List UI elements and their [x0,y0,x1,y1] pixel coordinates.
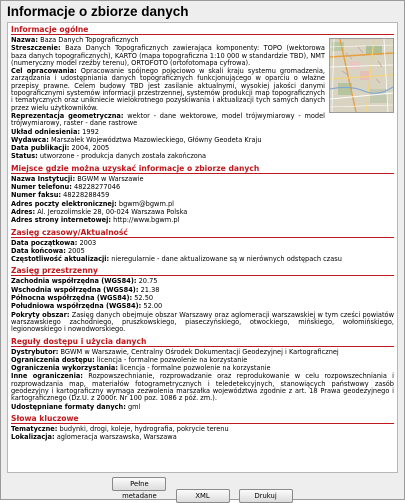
value-adres: Al. Jerozolimskie 28, 00-024 Warszawa Polska [37,207,188,216]
row-formaty [11,404,394,411]
value-data-poczatkowa: 2003 [79,238,97,247]
label-wschodnia: Wschodnia współrzędna (WGS84): [11,285,139,294]
value-ograniczenia-wykorzystania: licencja - formalne pozwolenie na korzystanie [120,364,271,373]
label-formaty: Udostępniane formaty danych: [11,402,126,411]
row-lokalizacja [11,434,394,441]
section-divider [11,423,394,424]
section-divider [11,275,394,276]
value-poludniowa: 52.00 [143,302,163,311]
row-poludniowa [11,303,394,310]
label-pokryty-obszar: Pokryty obszar: [11,310,70,319]
value-email[interactable]: bgwm@bgwm.pl [118,199,174,208]
label-instytucja: Nazwa Instytucji: [11,174,76,183]
value-www[interactable]: http://www.bgwm.pl [113,216,180,225]
row-adres [11,209,394,216]
row-email [11,201,394,208]
section-heading-time: Zasięg czasowy/Aktualność [11,227,128,237]
row-wydawca [11,137,394,144]
row-data-poczatkowa [11,240,394,247]
section-heading-space: Zasięg przestrzenny [11,266,98,276]
row-wschodnia [11,287,394,294]
label-tematyczne: Tematyczne: [11,424,58,433]
value-formaty: gml [127,402,141,411]
row-polnocna [11,295,394,302]
value-wydawca: Marszałek Województwa Mazowieckiego, Główny Geodeta Kraju [50,135,262,144]
label-lokalizacja: Lokalizacja: [11,433,55,442]
value-tematyczne: budynki, drogi, koleje, hydrografia, pokrycie terenu [59,424,229,433]
label-poludniowa: Południowa współrzędna (WGS84): [11,302,142,311]
label-reprezentacja: Reprezentacja geometryczna: [11,111,124,120]
section-heading-access: Reguły dostępu i użycia danych [11,336,147,346]
row-data-publikacji [11,145,394,152]
section-divider [11,173,394,174]
value-uklad: 1992 [82,127,99,136]
label-telefon: Numer telefonu: [11,183,72,192]
section-divider [11,34,394,35]
map-thumbnail [329,38,394,113]
print-button[interactable]: Drukuj [239,489,293,503]
value-status: utworzone - produkcja danych została zakończona [39,152,207,161]
row-telefon [11,184,394,191]
value-data-koncowa: 2005 [67,246,85,255]
value-reprezentacja: wektor - dane wektorowe, model trójwymiarowy - model trójwymiarowy, raster - dane rastrowe [11,111,325,128]
value-ograniczenia-dostepu: licencja - formalne pozwolenie na korzystanie [96,355,248,364]
label-data-koncowa: Data końcowa: [11,246,66,255]
row-www [11,217,394,224]
label-www: Adres strony internetowej: [11,216,112,225]
label-nazwa: Nazwa: [11,36,38,44]
value-faks: 48228288459 [63,191,110,200]
section-divider [11,237,394,238]
xml-button[interactable]: XML [176,489,230,503]
row-ograniczenia-dostepu [11,357,394,364]
label-data-publikacji: Data publikacji: [11,144,70,153]
label-email: Adres poczty elektronicznej: [11,199,117,208]
section-heading-keywords: Słowa kluczowe [11,413,79,423]
row-uklad [11,129,394,136]
value-instytucja: BGWM w Warszawie [77,174,144,183]
section-heading-contact: Miejsce gdzie można uzyskać informacje o zbiorze danych [11,163,260,173]
label-inne-ograniczenia: Inne ograniczenia: [11,372,83,381]
row-faks [11,192,394,199]
row-status [11,153,394,160]
value-telefon: 48228277046 [74,183,121,192]
label-uklad: Układ odniesienia: [11,127,81,136]
row-czestotliwosc [11,256,394,263]
label-data-poczatkowa: Data początkowa: [11,238,78,247]
button-bar [1,477,404,503]
section-divider [11,346,394,347]
label-ograniczenia-dostepu: Ograniczenia dostępu: [11,355,95,364]
value-data-publikacji: 2004, 2005 [71,144,110,153]
label-ograniczenia-wykorzystania: Ograniczenia wykorzystania: [11,364,118,373]
label-adres: Adres: [11,207,36,216]
label-cel: Cel opracowania: [11,67,77,76]
value-dystrybutor: BGWM w Warszawie, Centralny Ośrodek Dokumentacji Geodezyjnej i Kartograficznej [60,347,339,356]
window-title: Informacje o zbiorze danych [7,4,189,19]
value-lokalizacja: aglomeracja warszawska, Warszawa [56,433,177,442]
label-streszczenie: Streszczenie: [11,44,61,53]
value-inne-ograniczenia: Rozpowszechnianie, rozprowadzanie oraz reprodukowanie w celu rozpowszechniania i rozprowadzania map, materiałów fotogrametrycznych i teledetekcyjnych, stanowiących państwowy zasób geodezyjny i kartograficzny wymaga zezwolenia marszałka województwa zgodnie z art. 18 Prawa geodezyjnego i kartograficznego (Dz.U. z 2000r. Nr 100 poz. 1086 z póź. zm.). [11,372,394,403]
row-instytucja [11,176,394,183]
full-metadata-button[interactable]: Pełne metadane [112,477,166,491]
value-zachodnia: 20.75 [138,277,158,286]
row-dystrybutor [11,349,394,356]
label-dystrybutor: Dystrybutor: [11,347,59,356]
row-ograniczenia-wykorzystania [11,365,394,372]
label-polnocna: Północna współrzędna (WGS84): [11,294,133,303]
label-status: Status: [11,152,38,161]
label-faks: Numer faksu: [11,191,62,200]
label-wydawca: Wydawca: [11,135,49,144]
value-nazwa: Baza Danych Topograficznych [40,36,139,44]
value-polnocna: 52.50 [134,294,154,303]
value-pokryty-obszar: Zasięg danych obejmuje obszar Warszawy oraz aglomeracji warszawskiej w tym cześci powiatów warszawskiego zachodniego, pruszkowskiego, piaseczyńskiego, otwockiego, mińskiego, wołomińskiego, legionowskiego i nowodworskiego. [11,310,394,334]
row-data-koncowa [11,248,394,255]
row-reprezentacja [11,113,394,128]
value-cel: Opracowanie spójnego pojęciowo w skali kraju systemu gromadzenia, zarządzania i udostępniania danych topograficznych funkcjonującego w oparciu o włażne przepisy prawne. Celem budowy TBD jest zasilanie aktualnymi, wysokiej jakości danymi topograficznymi systemów informacji przestrzennej, systemów produkcji map topograficznych i tematycznych oraz unikniecie wielokrotnego pozyskiwania i aktualizacji tych samych danych przez wielu użytkowników. [11,67,325,112]
label-czestotliwosc: Częstotliwość aktualizacji: [11,255,110,264]
value-streszczenie: Baza Danych Topograficznych zawierająca komponenty: TOPO (wektorowa baza danych topograficznych), KARTO (mapa topograficzna 1:10 000 w standardzie TBD), NMT (numeryczny model rzeźby terenu), ORTOFOTO (ortofotomapa cyfrowa). [11,44,325,67]
row-pokryty-obszar [11,312,394,334]
label-zachodnia: Zachodnia współrzędna (WGS84): [11,277,137,286]
metadata-content[interactable] [7,22,398,473]
row-zachodnia [11,278,394,285]
row-tematyczne [11,426,394,433]
row-inne-ograniczenia [11,373,394,402]
value-wschodnia: 21.38 [140,285,160,294]
section-heading-general: Informacje ogólne [11,25,89,34]
value-czestotliwosc: nieregularnie - dane aktualizowane są w nierównych odstępach czasu [111,255,342,264]
